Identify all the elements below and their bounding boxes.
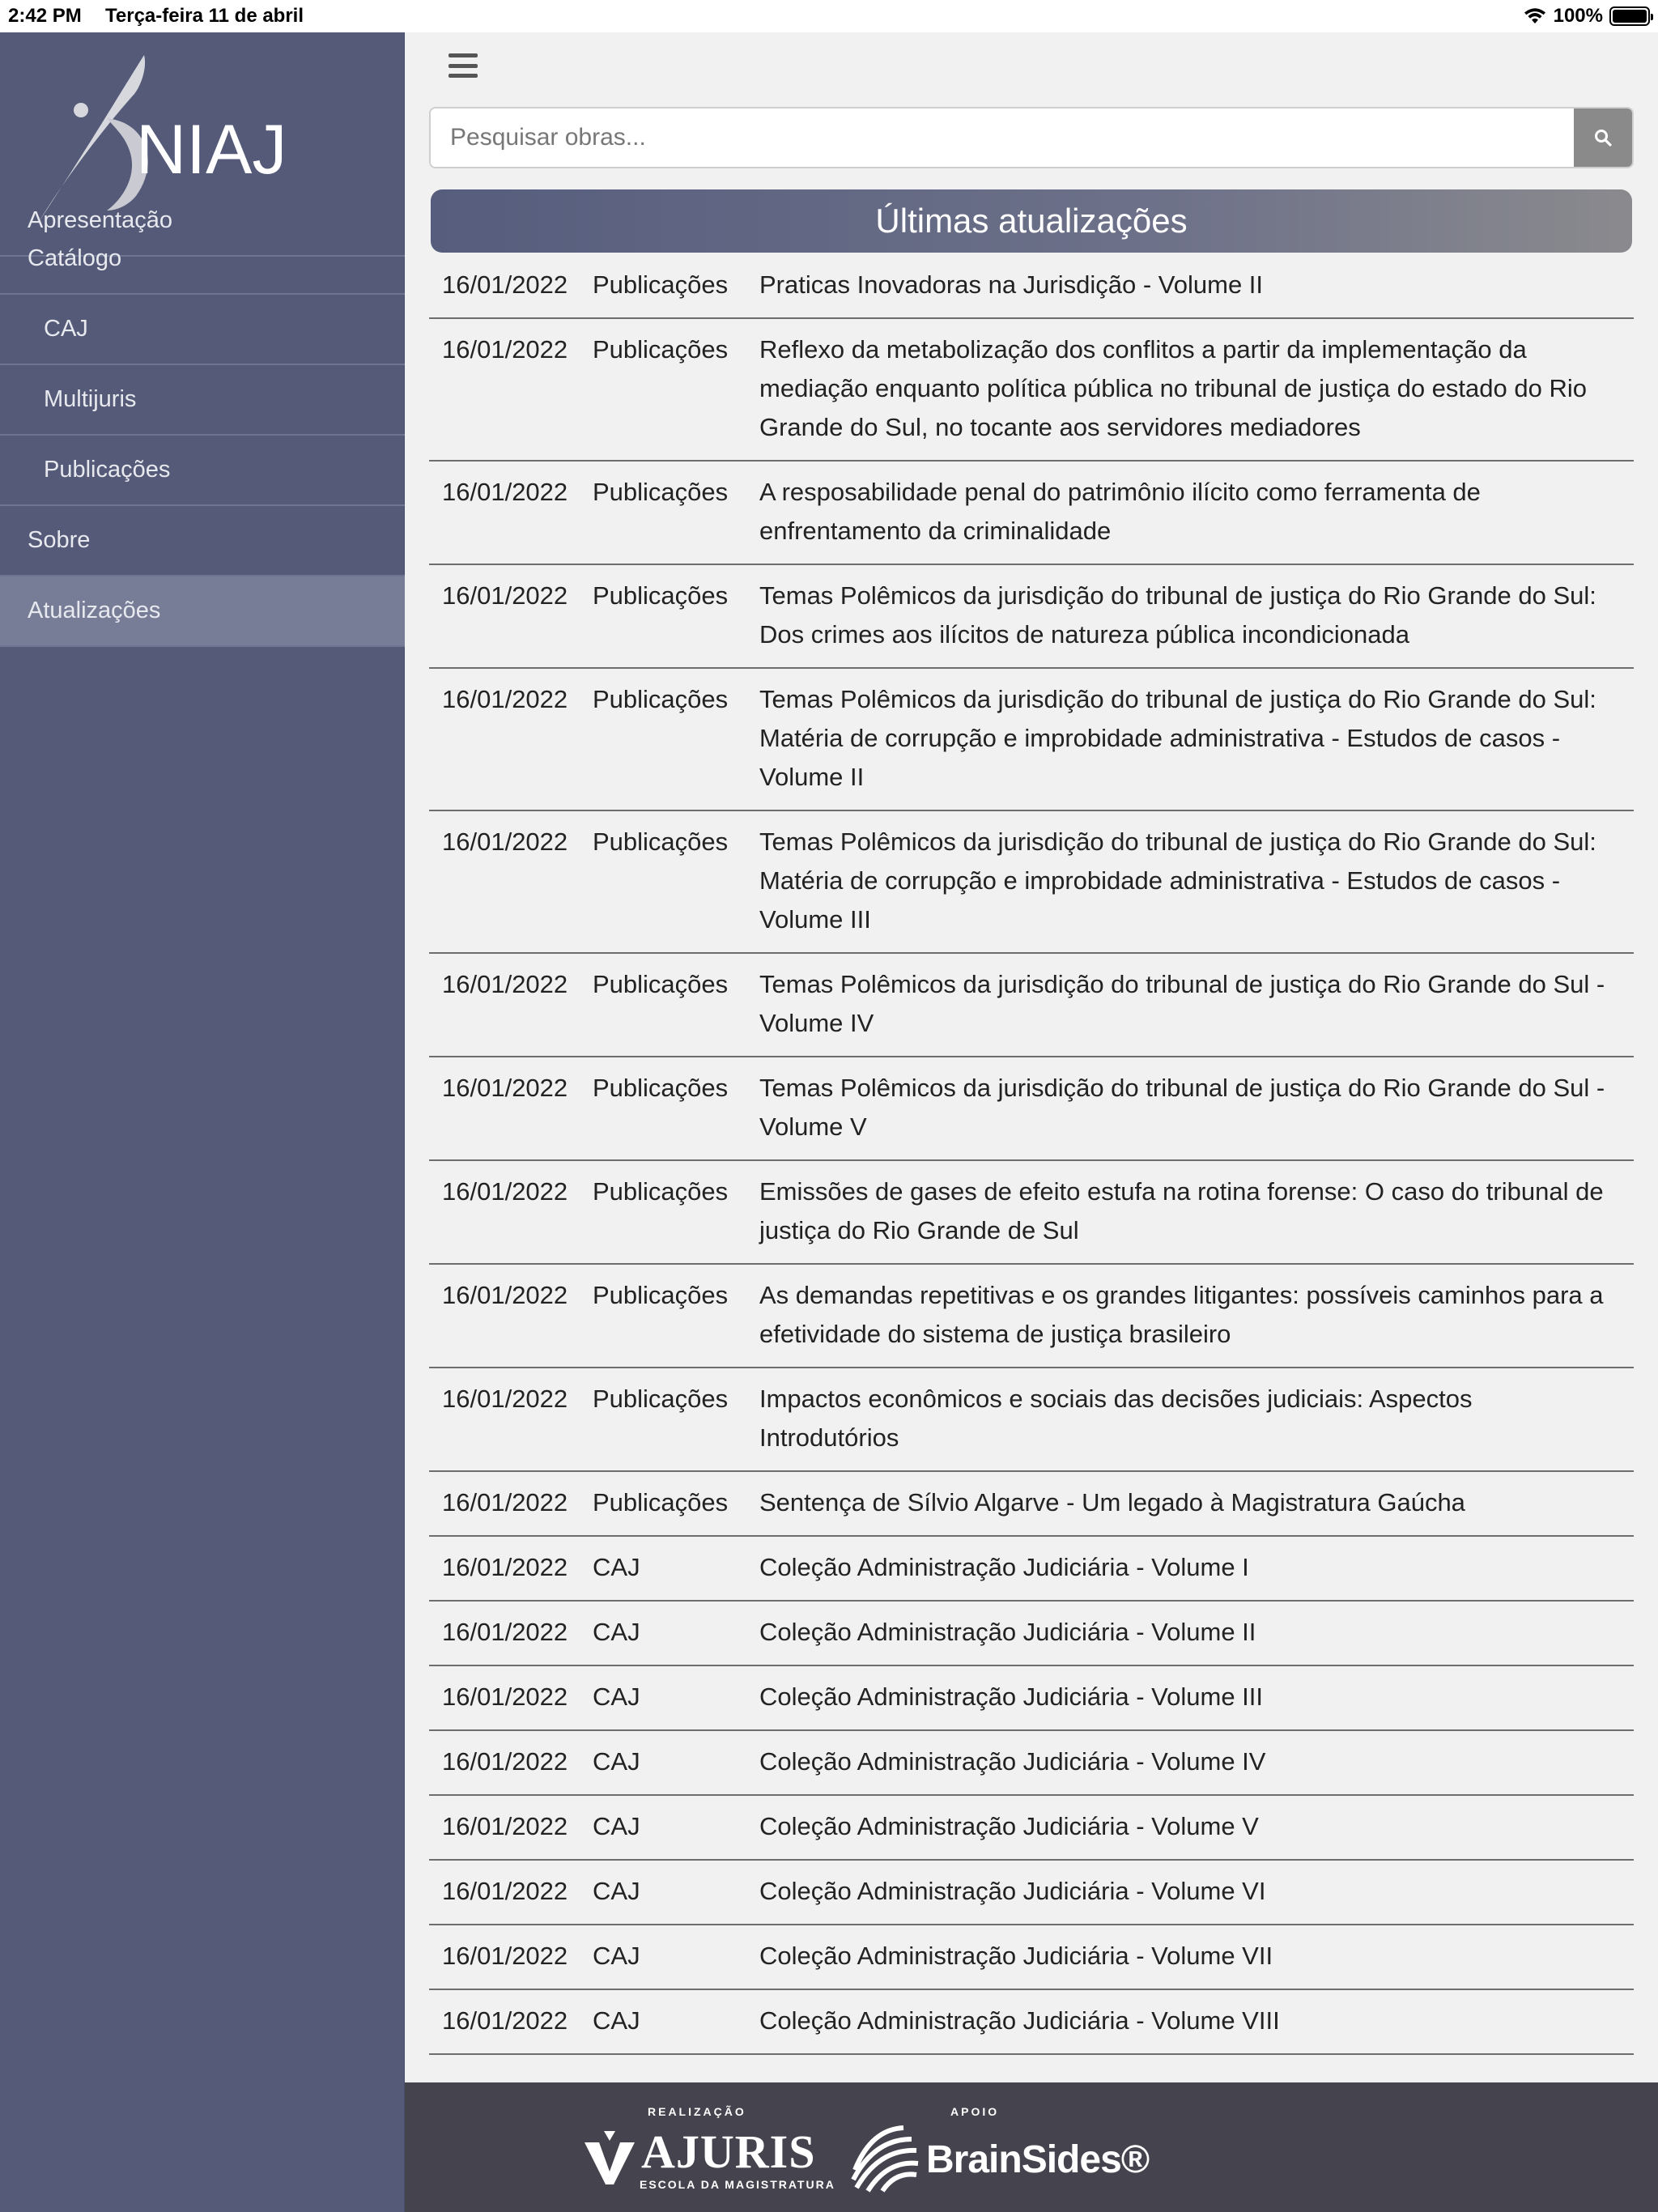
row-title: As demandas repetitivas e os grandes litigantes: possíveis caminhos para a efetividade do sistema de justiça brasileiro: [759, 1281, 1604, 1348]
row-title: Temas Polêmicos da jurisdição do tribunal de justiça do Rio Grande do Sul - Volume V: [759, 1074, 1605, 1141]
row-title: Sentença de Sílvio Algarve - Um legado à Magistratura Gaúcha: [759, 1488, 1465, 1516]
row-category: CAJ: [593, 1618, 640, 1646]
sidebar-item-sobre[interactable]: [0, 506, 405, 576]
row-category: Publicações: [593, 1488, 729, 1516]
row-date: 16/01/2022: [442, 685, 568, 713]
row-title: Reflexo da metabolização dos conflitos a partir da implementação da mediação enquanto política pública no tribunal de justiça do estado do Rio Grande do Sul, no tocante aos servidores mediadores: [759, 335, 1587, 441]
brainsides-logo-icon: [847, 2121, 921, 2193]
row-title: Coleção Administração Judiciária - Volume IV: [759, 1747, 1266, 1776]
sidebar-item-label: CAJ: [44, 316, 88, 342]
row-date: 16/01/2022: [442, 270, 568, 299]
footer: [405, 2082, 1658, 2212]
sidebar-item-atualizacoes[interactable]: [0, 576, 405, 647]
row-title: Impactos econômicos e sociais das decisões judiciais: Aspectos Introdutórios: [759, 1385, 1473, 1452]
table-row[interactable]: [429, 1161, 1634, 1265]
sidebar-item-label: Catálogo: [28, 245, 122, 271]
row-date: 16/01/2022: [442, 1385, 568, 1413]
row-title: Coleção Administração Judiciária - Volume III: [759, 1682, 1264, 1711]
row-category: Publicações: [593, 685, 729, 713]
row-title: Coleção Administração Judiciária - Volume VIII: [759, 2006, 1280, 2035]
row-title: Coleção Administração Judiciária - Volume II: [759, 1618, 1256, 1646]
battery-percent: 100%: [1553, 5, 1603, 27]
row-date: 16/01/2022: [442, 1177, 568, 1206]
row-category: Publicações: [593, 478, 729, 506]
table-row[interactable]: [429, 254, 1634, 319]
realizacao-label: REALIZAÇÃO: [648, 2105, 746, 2118]
row-title: Temas Polêmicos da jurisdição do tribunal de justiça do Rio Grande do Sul: Matéria de corrupção e improbidade administrativa - Estudos de casos - Volume II: [759, 685, 1596, 791]
row-date: 16/01/2022: [442, 1682, 568, 1711]
wifi-icon: [1523, 7, 1547, 25]
table-row[interactable]: [429, 669, 1634, 811]
row-date: 16/01/2022: [442, 1281, 568, 1309]
row-category: Publicações: [593, 1385, 729, 1413]
table-row[interactable]: [429, 1265, 1634, 1368]
table-row[interactable]: [429, 954, 1634, 1057]
apoio-label: APOIO: [950, 2105, 1000, 2118]
sidebar-item-publicacoes[interactable]: [0, 436, 405, 506]
row-category: Publicações: [593, 1177, 729, 1206]
main-content: [405, 32, 1658, 2082]
battery-icon: [1609, 6, 1650, 26]
updates-table: [429, 254, 1634, 2055]
row-title: Temas Polêmicos da jurisdição do tribunal de justiça do Rio Grande do Sul: Dos crimes aos ilícitos de natureza pública incondicionada: [759, 581, 1596, 649]
table-row[interactable]: [429, 1861, 1634, 1925]
sidebar-item-multijuris[interactable]: [0, 365, 405, 436]
sidebar-item-catalogo[interactable]: [0, 224, 405, 295]
row-date: 16/01/2022: [442, 827, 568, 856]
table-row[interactable]: [429, 1666, 1634, 1731]
table-row[interactable]: [429, 1472, 1634, 1537]
row-title: Coleção Administração Judiciária - Volume I: [759, 1553, 1249, 1581]
row-category: CAJ: [593, 1812, 640, 1840]
table-row[interactable]: [429, 1368, 1634, 1472]
row-title: Coleção Administração Judiciária - Volume VI: [759, 1877, 1266, 1905]
row-title: Emissões de gases de efeito estufa na rotina forense: O caso do tribunal de justiça do Rio Grande de Sul: [759, 1177, 1604, 1244]
page-title: Últimas atualizações: [431, 189, 1632, 253]
table-row[interactable]: [429, 1731, 1634, 1796]
row-category: CAJ: [593, 2006, 640, 2035]
sidebar-item-label: Publicações: [44, 457, 171, 483]
row-category: Publicações: [593, 1074, 729, 1102]
row-category: Publicações: [593, 1281, 729, 1309]
table-row[interactable]: [429, 1537, 1634, 1602]
row-title: Praticas Inovadoras na Jurisdição - Volume II: [759, 270, 1264, 299]
row-date: 16/01/2022: [442, 1074, 568, 1102]
row-category: CAJ: [593, 1877, 640, 1905]
row-date: 16/01/2022: [442, 581, 568, 610]
ajuris-logo-icon: [581, 2131, 638, 2184]
row-category: CAJ: [593, 1942, 640, 1970]
row-category: CAJ: [593, 1747, 640, 1776]
row-date: 16/01/2022: [442, 970, 568, 998]
row-date: 16/01/2022: [442, 335, 568, 364]
sidebar-item-label: Sobre: [28, 527, 91, 553]
row-date: 16/01/2022: [442, 1877, 568, 1905]
sidebar-item-label: Apresentação: [28, 207, 172, 233]
row-category: Publicações: [593, 581, 729, 610]
table-row[interactable]: [429, 1796, 1634, 1861]
row-date: 16/01/2022: [442, 1747, 568, 1776]
sidebar-item-label: Atualizações: [28, 598, 161, 623]
sidebar: [0, 32, 405, 2212]
row-date: 16/01/2022: [442, 2006, 568, 2035]
row-category: Publicações: [593, 827, 729, 856]
row-title: Coleção Administração Judiciária - Volume VII: [759, 1942, 1273, 1970]
table-row[interactable]: [429, 1057, 1634, 1161]
table-row[interactable]: [429, 565, 1634, 669]
row-category: Publicações: [593, 970, 729, 998]
ajuris-subtitle: ESCOLA DA MAGISTRATURA: [640, 2178, 835, 2191]
ajuris-name: AJURIS: [641, 2125, 816, 2178]
row-date: 16/01/2022: [442, 1942, 568, 1970]
table-row[interactable]: [429, 1602, 1634, 1666]
search-button[interactable]: [1574, 108, 1632, 167]
row-category: CAJ: [593, 1682, 640, 1711]
row-date: 16/01/2022: [442, 1488, 568, 1516]
status-bar: [0, 0, 1658, 32]
row-date: 16/01/2022: [442, 1553, 568, 1581]
row-category: Publicações: [593, 335, 729, 364]
table-row[interactable]: [429, 811, 1634, 954]
row-category: CAJ: [593, 1553, 640, 1581]
brainsides-name: BrainSides®: [926, 2138, 1150, 2181]
row-title: Temas Polêmicos da jurisdição do tribunal de justiça do Rio Grande do Sul - Volume IV: [759, 970, 1605, 1037]
table-row[interactable]: [429, 319, 1634, 462]
row-title: Coleção Administração Judiciária - Volume V: [759, 1812, 1259, 1840]
sidebar-item-label: Multijuris: [44, 386, 137, 412]
table-row[interactable]: [429, 462, 1634, 565]
row-title: Temas Polêmicos da jurisdição do tribunal de justiça do Rio Grande do Sul: Matéria de corrupção e improbidade administrativa - Estudos de casos - Volume III: [759, 827, 1596, 934]
row-date: 16/01/2022: [442, 1812, 568, 1840]
row-category: Publicações: [593, 270, 729, 299]
table-row[interactable]: [429, 1925, 1634, 1990]
search-bar: [429, 107, 1634, 168]
row-title: A resposabilidade penal do patrimônio ilícito como ferramenta de enfrentamento da criminalidade: [759, 478, 1481, 545]
status-time: 2:42 PM: [8, 5, 82, 27]
search-input[interactable]: [431, 108, 1575, 167]
search-icon: [1593, 128, 1613, 147]
status-right: [1523, 5, 1650, 28]
status-date: Terça-feira 11 de abril: [105, 5, 304, 27]
table-row[interactable]: [429, 1990, 1634, 2055]
logo-text: NIAJ: [136, 111, 287, 189]
row-date: 16/01/2022: [442, 1618, 568, 1646]
row-date: 16/01/2022: [442, 478, 568, 506]
hamburger-menu-icon[interactable]: [449, 53, 478, 78]
sidebar-item-caj[interactable]: [0, 295, 405, 365]
